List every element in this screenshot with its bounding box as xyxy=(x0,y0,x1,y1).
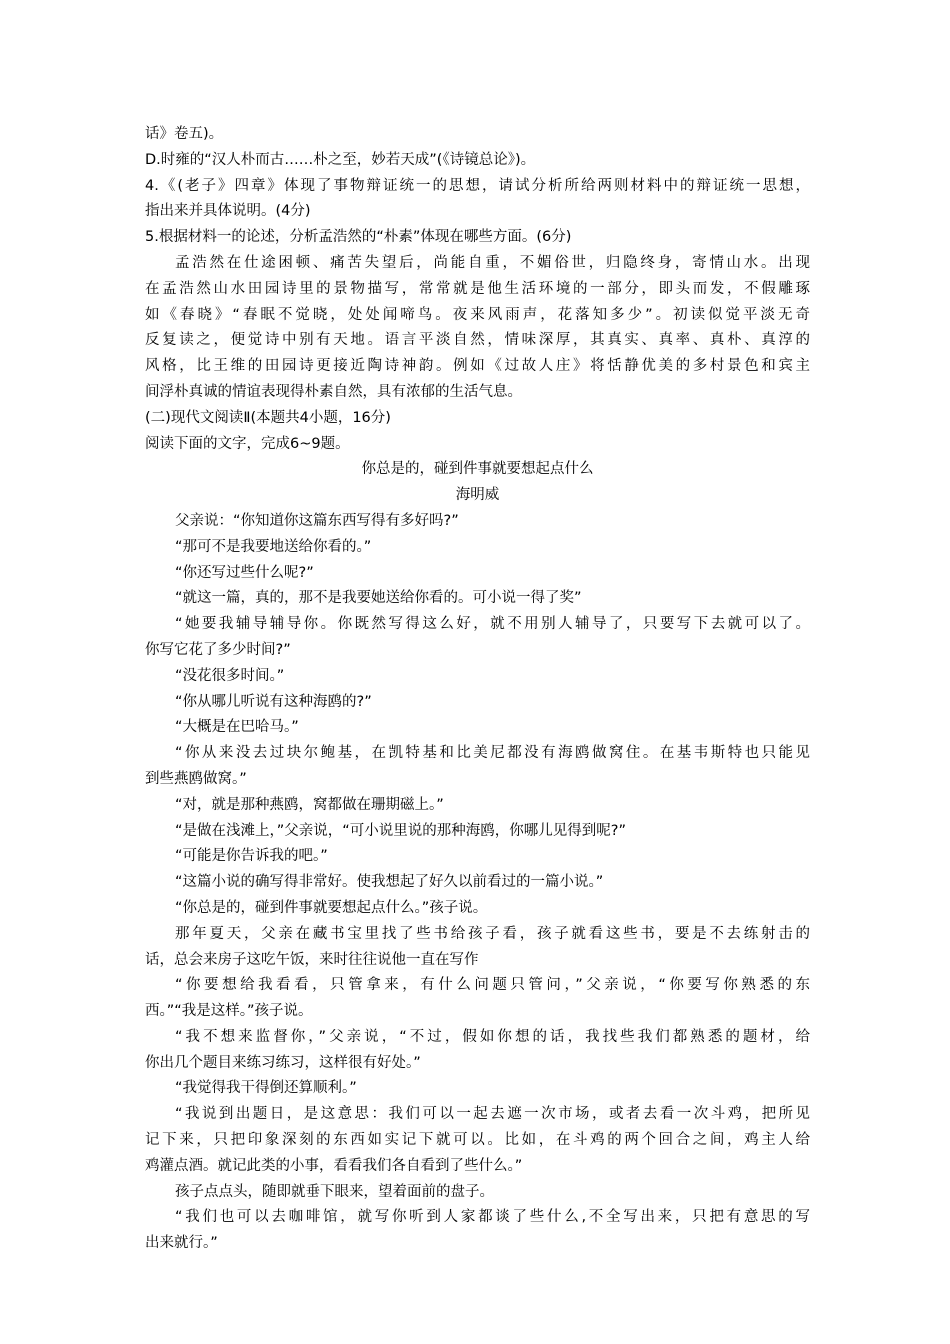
story-line: “你总是的，碰到件事就要想起点什么。”孩子说。 xyxy=(175,899,488,916)
story-title: 你总是的，碰到件事就要想起点什么 xyxy=(361,461,594,478)
story-line: 西。”“我是这样。”孩子说。 xyxy=(145,1003,313,1020)
story-line: 出来就行。” xyxy=(145,1235,218,1252)
story-line: “你从哪儿听说有这种海鸥的?” xyxy=(175,693,372,710)
story-line: “我们也可以去咖啡馆，就写你听到人家都谈了些什么,不全写出来，只把有意思的写 xyxy=(175,1209,810,1226)
answer-paragraph-line: 在孟浩然山水田园诗里的景物描写，常常就是他生活环境的一部分，即头而发，不假雕琢 xyxy=(145,280,810,297)
story-line: “可能是你告诉我的吧。” xyxy=(175,848,328,865)
story-line: 父亲说：“你知道你这篇东西写得有多好吗?” xyxy=(175,512,459,529)
section-heading: (二)现代文阅读Ⅱ(本题共4小题，16分) xyxy=(145,409,391,426)
story-line: “她要我辅导辅导你。你既然写得这么好，就不用别人辅导了，只要写下去就可以了。 xyxy=(175,616,810,633)
text-line: 话》卷五)。 xyxy=(145,126,224,142)
story-line: “我觉得我干得倒还算顺利。” xyxy=(175,1080,357,1097)
text-line: D.时雍的“汉人朴而古……朴之至，妙若天成”(《诗镜总论》)。 xyxy=(145,151,536,168)
story-line: “没花很多时间。” xyxy=(175,667,285,684)
answer-paragraph-line: 间浮朴真诚的情谊表现得朴素自然，具有浓郁的生活气息。 xyxy=(145,383,522,400)
answer-paragraph-line: 风格，比王维的田园诗更接近陶诗神韵。例如《过故人庄》将恬静优美的多村景色和宾主 xyxy=(145,358,810,375)
answer-paragraph-line: 如《春晓》“春眠不觉晓，处处闻啼鸟。夜来风雨声，花落知多少”。初读似觉平淡无奇 xyxy=(145,306,810,323)
story-line: “那可不是我要地送给你看的。” xyxy=(175,538,372,555)
question-5: 5.根据材料一的论述，分析孟浩然的“朴素”体现在哪些方面。(6分) xyxy=(145,229,572,246)
story-line: “你要想给我看看，只管拿来，有什么问题只管问，”父亲说，“你要写你熟悉的东 xyxy=(175,977,810,994)
story-line: 你出几个题目来练习练习，这样很有好处。” xyxy=(145,1054,421,1071)
story-line: “对，就是那种燕鸥，窝都做在珊期磁上。” xyxy=(175,796,444,813)
answer-paragraph-line: 孟浩然在仕途困顿、痛苦失望后，尚能自重，不媚俗世，归隐终身，寄情山水。出现 xyxy=(175,254,810,271)
story-line: “是做在浅滩上，”父亲说，“可小说里说的那种海鸥，你哪儿见得到呢?” xyxy=(175,822,626,839)
instruction: 阅读下面的文字，完成6~9题。 xyxy=(145,435,350,452)
story-line: “这篇小说的确写得非常好。使我想起了好久以前看过的一篇小说。” xyxy=(175,874,604,891)
story-line: 孩子点点头，随即就垂下眼来，望着面前的盘子。 xyxy=(175,1183,494,1200)
story-author: 海明威 xyxy=(455,487,500,504)
story-line: “大概是在巴哈马。” xyxy=(175,719,299,736)
story-line: “你从来没去过块尔鲍基，在凯特基和比美尼都没有海鸥做窝住。在基韦斯特也只能见 xyxy=(175,745,810,762)
story-line: 那年夏天，父亲在藏书宝里找了些书给孩子看，孩子就看这些书，要是不去练射击的 xyxy=(175,925,810,942)
story-line: “就这一篇，真的，那不是我要她送给你看的。可小说一得了奖” xyxy=(175,590,582,607)
story-line: 鸡灌点酒。就记此类的小事，看看我们各自看到了些什么。” xyxy=(145,1157,523,1174)
story-line: 到些燕鸥做窝。” xyxy=(145,770,247,787)
story-line: “你还写过些什么呢?” xyxy=(175,564,314,581)
question-4: 4.《(老子》四章》体现了事物辩证统一的思想，请试分析所给两则材料中的辩证统一思想， xyxy=(145,177,810,194)
story-line: 你写它花了多少时间?” xyxy=(145,641,291,658)
document-page xyxy=(145,122,810,1257)
story-line: 记下来，只把印象深刻的东西如实记下就可以。比如，在斗鸡的两个回合之间，鸡主人给 xyxy=(145,1132,810,1149)
story-line: “我不想来监督你，”父亲说，“不过，假如你想的话，我找些我们都熟悉的题材，给 xyxy=(175,1028,810,1045)
answer-paragraph-line: 反复读之，便觉诗中别有天地。语言平淡自然，情味深厚，其真实、真率、真朴、真淳的 xyxy=(145,332,810,349)
story-line: 话，总会来房子这吃午饭，来时往往说他一直在写作 xyxy=(145,951,479,968)
text-line: 指出来并具体说明。(4分) xyxy=(145,203,311,220)
story-line: “我说到出题日，是这意思：我们可以一起去遮一次市场，或者去看一次斗鸡，把所见 xyxy=(175,1106,810,1123)
